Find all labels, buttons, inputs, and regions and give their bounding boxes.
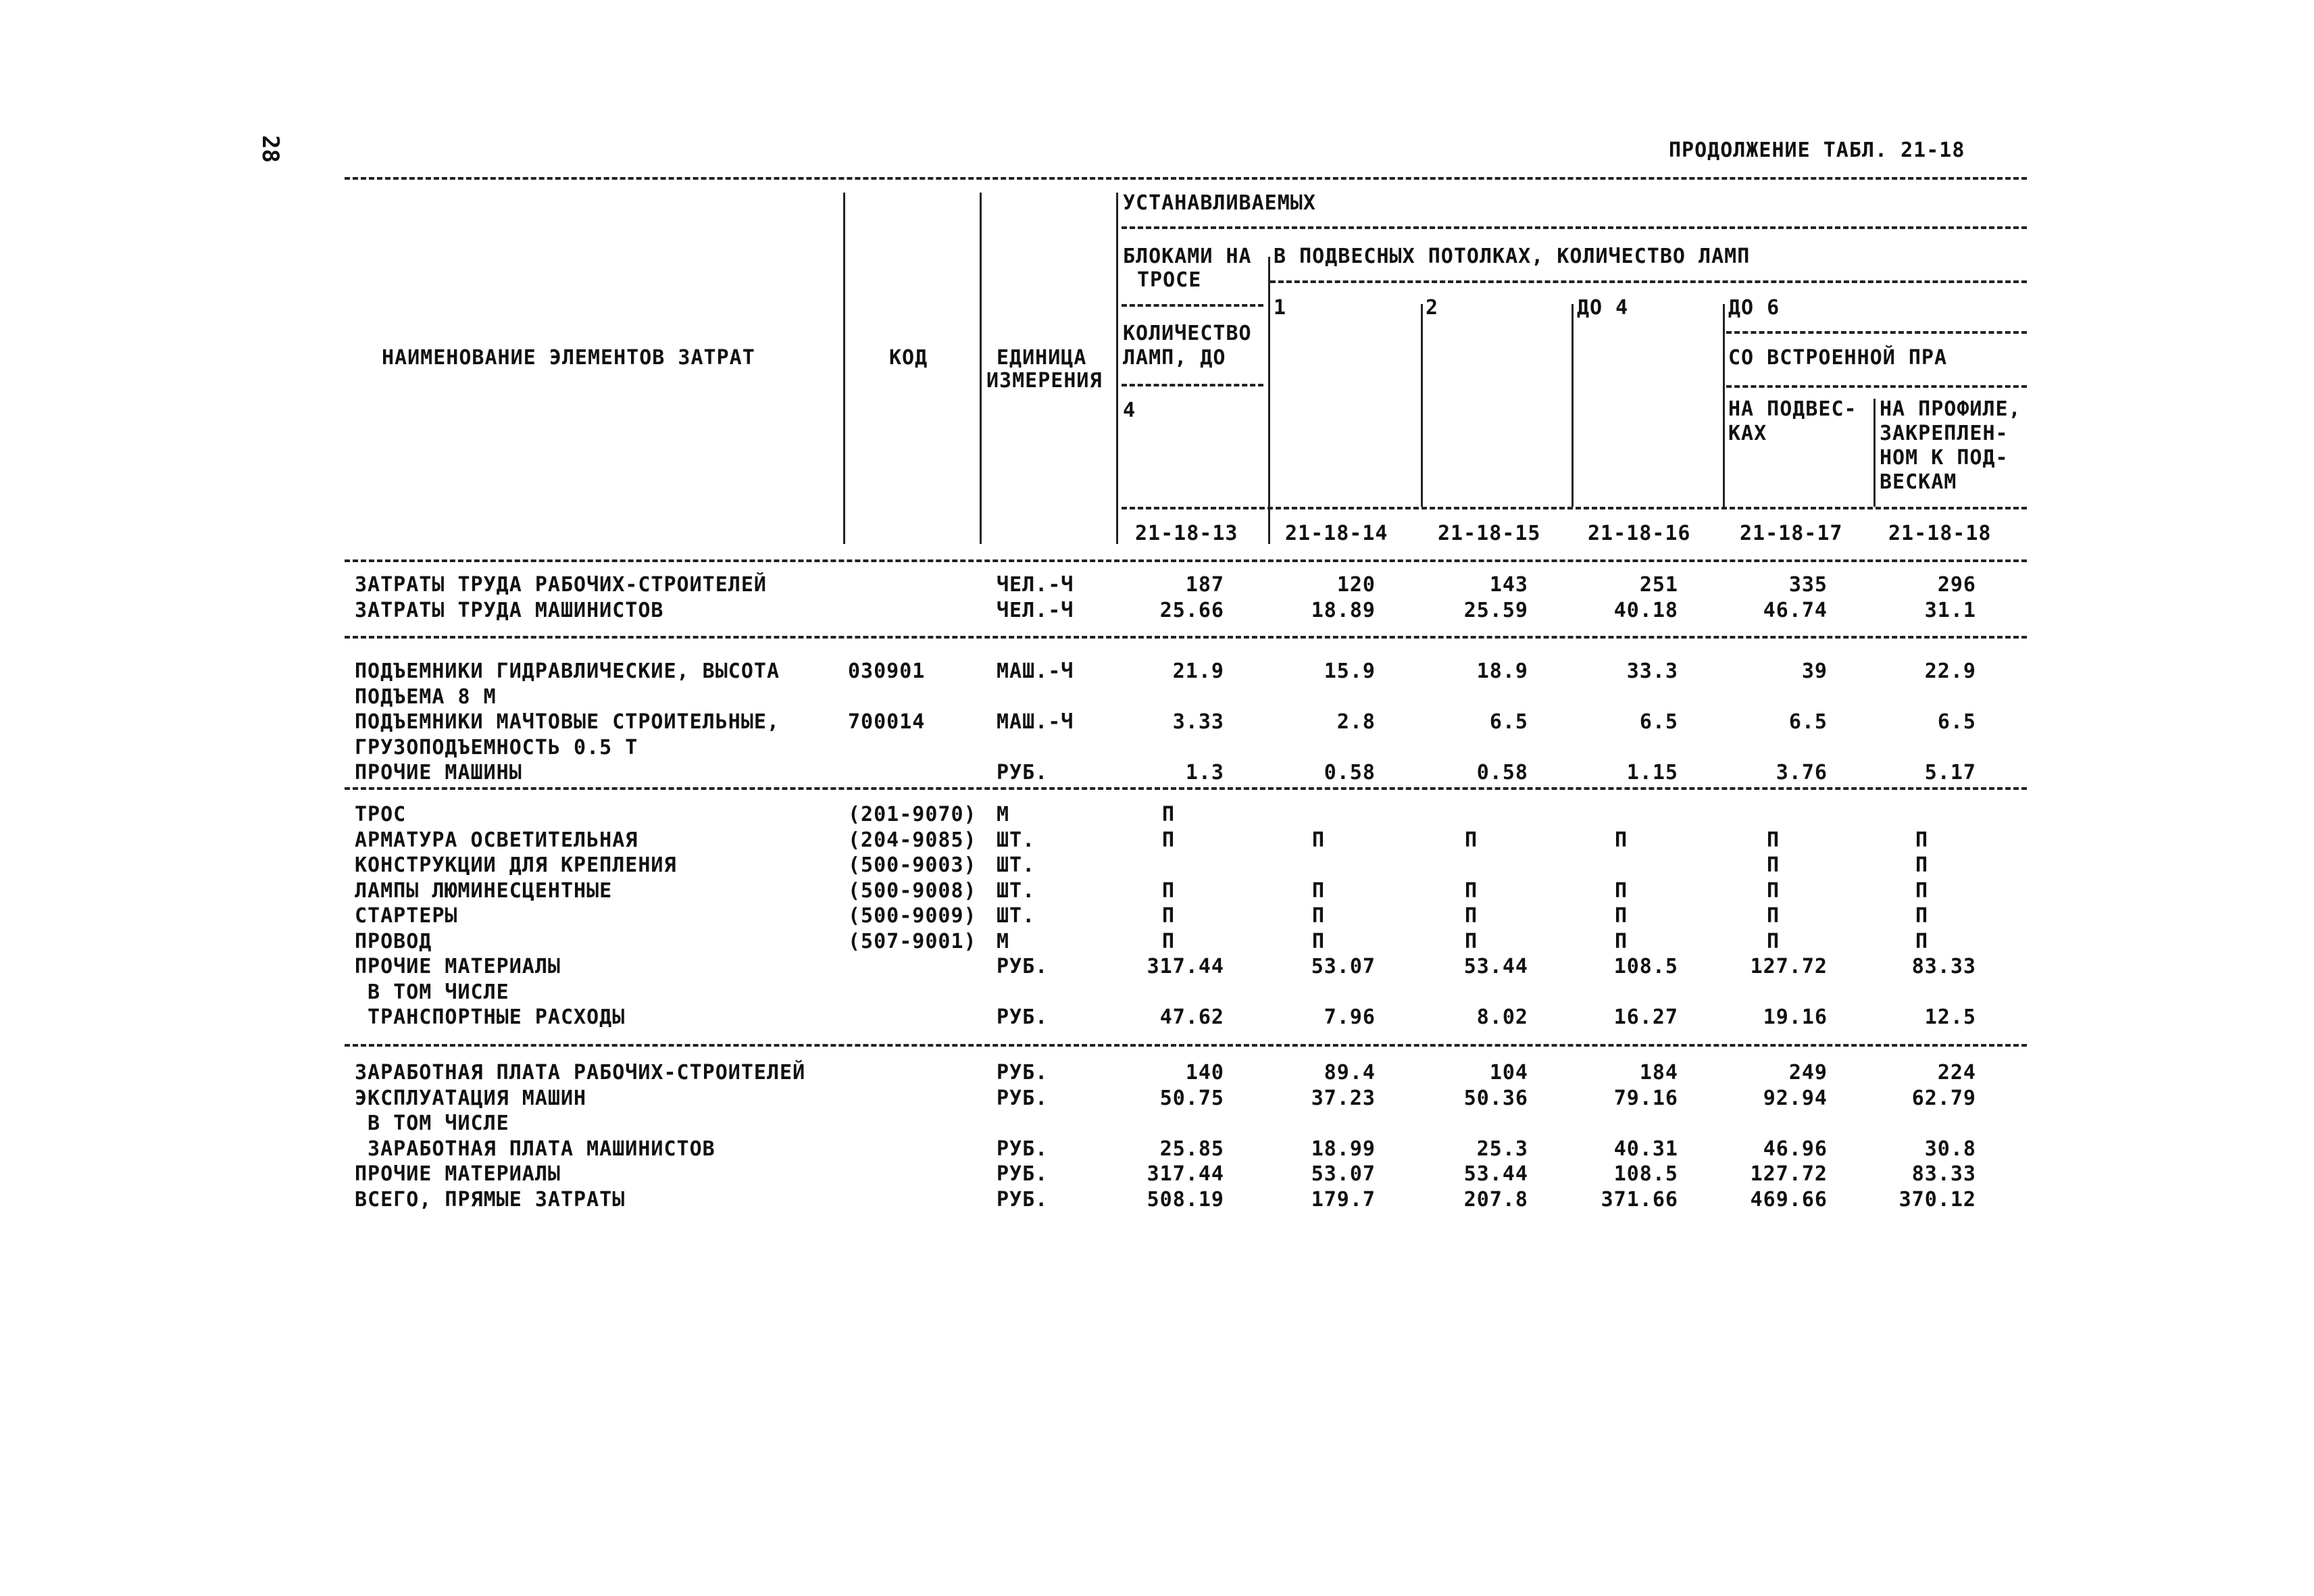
row-value: 317.44 bbox=[1147, 955, 1224, 978]
row-value: 508.19 bbox=[1147, 1187, 1224, 1212]
col-header-3: ДО 4 bbox=[1577, 296, 1629, 320]
row-value: 317.44 bbox=[1147, 1162, 1224, 1186]
row-value: 39 bbox=[1801, 659, 1828, 683]
header-rule bbox=[1122, 226, 2027, 229]
col-header-code: КОД bbox=[889, 346, 928, 370]
row-unit: ШТ. bbox=[997, 904, 1036, 928]
row-value: П bbox=[1312, 828, 1326, 852]
row-name: ТРОС bbox=[355, 803, 407, 826]
row-name: ЭКСПЛУАТАЦИЯ МАШИН bbox=[355, 1086, 587, 1110]
table-title: ПРОДОЛЖЕНИЕ ТАБЛ. 21-18 bbox=[1669, 139, 1965, 162]
header-separator bbox=[1571, 304, 1574, 507]
row-value: 89.4 bbox=[1324, 1061, 1376, 1084]
col-header-prof-2: ЗАКРЕПЛЕН- bbox=[1880, 422, 2009, 445]
row-value: 0.58 bbox=[1476, 761, 1528, 784]
row-name: ЗАТРАТЫ ТРУДА МАШИНИСТОВ bbox=[355, 598, 664, 622]
header-separator bbox=[843, 193, 845, 544]
row-value: 30.8 bbox=[1924, 1137, 1976, 1161]
row-value: 120 bbox=[1336, 573, 1376, 597]
row-value: 469.66 bbox=[1750, 1187, 1828, 1212]
row-unit: РУБ. bbox=[997, 1086, 1049, 1110]
row-value: 224 bbox=[1937, 1061, 1976, 1084]
row-value: П bbox=[1915, 904, 1929, 928]
row-value: 25.3 bbox=[1476, 1137, 1528, 1161]
row-value: 371.66 bbox=[1601, 1187, 1678, 1212]
row-name: В ТОМ ЧИСЛЕ bbox=[355, 1112, 509, 1135]
row-value: П bbox=[1162, 828, 1176, 852]
row-name: АРМАТУРА ОСВЕТИТЕЛЬНАЯ bbox=[355, 828, 638, 852]
row-value: 31.1 bbox=[1924, 598, 1976, 622]
row-value: П bbox=[1767, 853, 1780, 877]
row-value: П bbox=[1915, 828, 1929, 852]
row-unit: МАШ.-Ч bbox=[997, 659, 1074, 683]
col-header-ceilings: В ПОДВЕСНЫХ ПОТОЛКАХ, КОЛИЧЕСТВО ЛАМП bbox=[1274, 245, 1751, 268]
header-separator bbox=[1873, 399, 1876, 507]
row-value: П bbox=[1767, 878, 1780, 903]
row-value: П bbox=[1162, 904, 1176, 928]
row-name: ПОДЪЕМА 8 М bbox=[355, 684, 497, 709]
col-code-label: 21-18-17 bbox=[1740, 522, 1843, 545]
col-header-lamps-qty: КОЛИЧЕСТВО bbox=[1123, 322, 1252, 345]
section-rule bbox=[345, 559, 2027, 562]
row-value: 108.5 bbox=[1613, 955, 1678, 978]
row-value: П bbox=[1915, 878, 1929, 903]
row-unit: ШТ. bbox=[997, 853, 1036, 877]
row-value: П bbox=[1615, 929, 1628, 953]
row-value: П bbox=[1767, 929, 1780, 953]
row-value: П bbox=[1465, 929, 1478, 953]
row-code: 030901 bbox=[848, 659, 926, 683]
header-rule bbox=[1726, 385, 2027, 388]
row-value: 1.3 bbox=[1185, 761, 1224, 784]
row-name: ЛАМПЫ ЛЮМИНЕСЦЕНТНЫЕ bbox=[355, 878, 613, 903]
header-top-rule bbox=[345, 177, 2027, 180]
header-rule bbox=[1726, 331, 2027, 334]
row-unit: ШТ. bbox=[997, 878, 1036, 903]
col-code-label: 21-18-13 bbox=[1135, 522, 1238, 545]
row-unit: М bbox=[997, 803, 1010, 826]
row-value: 79.16 bbox=[1613, 1086, 1678, 1110]
row-unit: РУБ. bbox=[997, 1061, 1049, 1084]
row-unit: М bbox=[997, 929, 1010, 953]
row-value: 83.33 bbox=[1911, 955, 1976, 978]
row-value: П bbox=[1465, 828, 1478, 852]
row-unit: ШТ. bbox=[997, 828, 1036, 852]
row-name: В ТОМ ЧИСЛЕ bbox=[355, 980, 509, 1004]
row-value: 184 bbox=[1639, 1061, 1678, 1084]
row-value: П bbox=[1312, 904, 1326, 928]
row-value: 25.59 bbox=[1463, 598, 1528, 622]
col-header-prof-3: НОМ К ПОД- bbox=[1880, 446, 2009, 470]
col-header-2: 2 bbox=[1426, 296, 1439, 320]
row-value: 370.12 bbox=[1898, 1187, 1976, 1212]
row-value: 18.9 bbox=[1476, 659, 1528, 683]
row-value: 3.76 bbox=[1776, 761, 1828, 784]
row-value: П bbox=[1162, 878, 1176, 903]
row-unit: ЧЕЛ.-Ч bbox=[997, 598, 1074, 622]
row-unit: РУБ. bbox=[997, 955, 1049, 978]
row-value: П bbox=[1615, 878, 1628, 903]
row-value: П bbox=[1615, 904, 1628, 928]
col-header-prof: НА ПРОФИЛЕ, bbox=[1880, 397, 2021, 421]
col-code-label: 21-18-15 bbox=[1438, 522, 1541, 545]
row-unit: РУБ. bbox=[997, 1137, 1049, 1161]
row-code: (500-9003) bbox=[848, 853, 977, 877]
col-header-prof-4: ВЕСКАМ bbox=[1880, 470, 1957, 494]
row-value: 6.5 bbox=[1788, 710, 1828, 734]
row-value: 0.58 bbox=[1324, 761, 1376, 784]
row-value: 50.36 bbox=[1463, 1086, 1528, 1110]
col-header-susp: НА ПОДВЕС- bbox=[1728, 397, 1857, 421]
row-value: 6.5 bbox=[1489, 710, 1528, 734]
col-header-unit: ЕДИНИЦА bbox=[997, 346, 1087, 370]
row-value: 53.44 bbox=[1463, 955, 1528, 978]
row-name: ЗАРАБОТНАЯ ПЛАТА РАБОЧИХ-СТРОИТЕЛЕЙ bbox=[355, 1061, 806, 1084]
row-value: 7.96 bbox=[1324, 1005, 1376, 1029]
col-code-label: 21-18-14 bbox=[1285, 522, 1388, 545]
row-value: П bbox=[1767, 904, 1780, 928]
row-name: ПОДЪЕМНИКИ ГИДРАВЛИЧЕСКИЕ, ВЫСОТА bbox=[355, 659, 780, 683]
row-name: ПРОВОД bbox=[355, 929, 432, 953]
row-value: 6.5 bbox=[1937, 710, 1976, 734]
row-value: 25.85 bbox=[1159, 1137, 1224, 1161]
row-name: ВСЕГО, ПРЯМЫЕ ЗАТРАТЫ bbox=[355, 1187, 626, 1212]
row-value: 33.3 bbox=[1626, 659, 1678, 683]
row-value: 40.18 bbox=[1613, 598, 1678, 622]
row-value: П bbox=[1465, 878, 1478, 903]
col-header-installed: УСТАНАВЛИВАЕМЫХ bbox=[1123, 191, 1316, 215]
row-value: 47.62 bbox=[1159, 1005, 1224, 1029]
row-code: (201-9070) bbox=[848, 803, 977, 826]
row-unit: РУБ. bbox=[997, 1187, 1049, 1212]
col-header-blocks: БЛОКАМИ НА bbox=[1123, 245, 1252, 268]
row-value: 127.72 bbox=[1750, 1162, 1828, 1186]
row-value: П bbox=[1915, 929, 1929, 953]
header-rule bbox=[1122, 304, 1263, 307]
col-code-label: 21-18-16 bbox=[1588, 522, 1691, 545]
row-code: (204-9085) bbox=[848, 828, 977, 852]
row-value: 5.17 bbox=[1924, 761, 1976, 784]
row-value: 53.07 bbox=[1311, 955, 1376, 978]
row-value: П bbox=[1162, 803, 1176, 826]
header-rule bbox=[1270, 280, 2027, 283]
row-value: 143 bbox=[1489, 573, 1528, 597]
row-value: П bbox=[1312, 878, 1326, 903]
row-code: (500-9009) bbox=[848, 904, 977, 928]
row-value: 22.9 bbox=[1924, 659, 1976, 683]
row-value: 25.66 bbox=[1159, 598, 1224, 622]
row-name: ГРУЗОПОДЪЕМНОСТЬ 0.5 Т bbox=[355, 735, 638, 759]
row-value: 104 bbox=[1489, 1061, 1528, 1084]
row-name: КОНСТРУКЦИИ ДЛЯ КРЕПЛЕНИЯ bbox=[355, 853, 677, 877]
row-value: 62.79 bbox=[1911, 1086, 1976, 1110]
row-value: 21.9 bbox=[1172, 659, 1224, 683]
row-value: 127.72 bbox=[1750, 955, 1828, 978]
row-unit: ЧЕЛ.-Ч bbox=[997, 573, 1074, 597]
col-header-builtin: СО ВСТРОЕННОЙ ПРА bbox=[1728, 346, 1948, 370]
row-value: 53.44 bbox=[1463, 1162, 1528, 1186]
row-name: СТАРТЕРЫ bbox=[355, 904, 458, 928]
col-header-lamps-qty-3: 4 bbox=[1123, 399, 1136, 422]
col-header-name: НАИМЕНОВАНИЕ ЭЛЕМЕНТОВ ЗАТРАТ bbox=[382, 346, 755, 370]
header-rule bbox=[1122, 507, 2027, 509]
col-header-lamps-qty-2: ЛАМП, ДО bbox=[1123, 346, 1226, 370]
row-code: (500-9008) bbox=[848, 878, 977, 903]
section-rule bbox=[345, 1044, 2027, 1047]
header-separator bbox=[1723, 304, 1725, 507]
row-name: ПОДЪЕМНИКИ МАЧТОВЫЕ СТРОИТЕЛЬНЫЕ, bbox=[355, 710, 780, 734]
col-header-susp-2: КАХ bbox=[1728, 422, 1767, 445]
row-value: 140 bbox=[1185, 1061, 1224, 1084]
row-unit: РУБ. bbox=[997, 1005, 1049, 1029]
row-value: 1.15 bbox=[1626, 761, 1678, 784]
row-value: 179.7 bbox=[1311, 1187, 1376, 1212]
row-value: 46.96 bbox=[1763, 1137, 1828, 1161]
row-unit: РУБ. bbox=[997, 1162, 1049, 1186]
row-value: 8.02 bbox=[1476, 1005, 1528, 1029]
row-value: 18.89 bbox=[1311, 598, 1376, 622]
row-value: 50.75 bbox=[1159, 1086, 1224, 1110]
row-value: П bbox=[1312, 929, 1326, 953]
header-rule bbox=[1122, 384, 1263, 386]
row-value: П bbox=[1767, 828, 1780, 852]
row-value: 2.8 bbox=[1336, 710, 1376, 734]
row-value: 187 bbox=[1185, 573, 1224, 597]
row-value: 37.23 bbox=[1311, 1086, 1376, 1110]
row-value: П bbox=[1615, 828, 1628, 852]
row-value: 296 bbox=[1937, 573, 1976, 597]
row-value: 12.5 bbox=[1924, 1005, 1976, 1029]
row-value: 335 bbox=[1788, 573, 1828, 597]
row-value: 6.5 bbox=[1639, 710, 1678, 734]
page-number: 28 bbox=[257, 135, 284, 163]
row-value: 53.07 bbox=[1311, 1162, 1376, 1186]
row-name: ПРОЧИЕ МАШИНЫ bbox=[355, 761, 522, 784]
row-value: 251 bbox=[1639, 573, 1678, 597]
section-rule bbox=[345, 636, 2027, 639]
row-value: П bbox=[1465, 904, 1478, 928]
row-value: 46.74 bbox=[1763, 598, 1828, 622]
row-name: ЗАТРАТЫ ТРУДА РАБОЧИХ-СТРОИТЕЛЕЙ bbox=[355, 573, 767, 597]
header-separator bbox=[1268, 257, 1270, 544]
col-header-4: ДО 6 bbox=[1728, 296, 1780, 320]
col-header-unit-2: ИЗМЕРЕНИЯ bbox=[986, 369, 1103, 393]
row-name: ЗАРАБОТНАЯ ПЛАТА МАШИНИСТОВ bbox=[355, 1137, 715, 1161]
header-separator bbox=[1116, 193, 1118, 544]
row-code: 700014 bbox=[848, 710, 926, 734]
row-value: 40.31 bbox=[1613, 1137, 1678, 1161]
row-name: ТРАНСПОРТНЫЕ РАСХОДЫ bbox=[355, 1005, 626, 1029]
row-unit: МАШ.-Ч bbox=[997, 710, 1074, 734]
col-header-blocks-2: ТРОСЕ bbox=[1137, 268, 1202, 292]
row-value: 3.33 bbox=[1172, 710, 1224, 734]
row-value: 18.99 bbox=[1311, 1137, 1376, 1161]
row-value: 92.94 bbox=[1763, 1086, 1828, 1110]
row-name: ПРОЧИЕ МАТЕРИАЛЫ bbox=[355, 955, 561, 978]
row-value: 108.5 bbox=[1613, 1162, 1678, 1186]
row-value: 15.9 bbox=[1324, 659, 1376, 683]
row-value: 249 bbox=[1788, 1061, 1828, 1084]
header-separator bbox=[1421, 304, 1423, 507]
row-value: П bbox=[1915, 853, 1929, 877]
header-separator bbox=[980, 193, 982, 544]
row-value: 83.33 bbox=[1911, 1162, 1976, 1186]
row-name: ПРОЧИЕ МАТЕРИАЛЫ bbox=[355, 1162, 561, 1186]
row-value: 207.8 bbox=[1463, 1187, 1528, 1212]
row-value: П bbox=[1162, 929, 1176, 953]
row-value: 16.27 bbox=[1613, 1005, 1678, 1029]
row-value: 19.16 bbox=[1763, 1005, 1828, 1029]
col-header-1: 1 bbox=[1274, 296, 1287, 320]
section-rule bbox=[345, 787, 2027, 790]
row-unit: РУБ. bbox=[997, 761, 1049, 784]
col-code-label: 21-18-18 bbox=[1888, 522, 1992, 545]
row-code: (507-9001) bbox=[848, 929, 977, 953]
